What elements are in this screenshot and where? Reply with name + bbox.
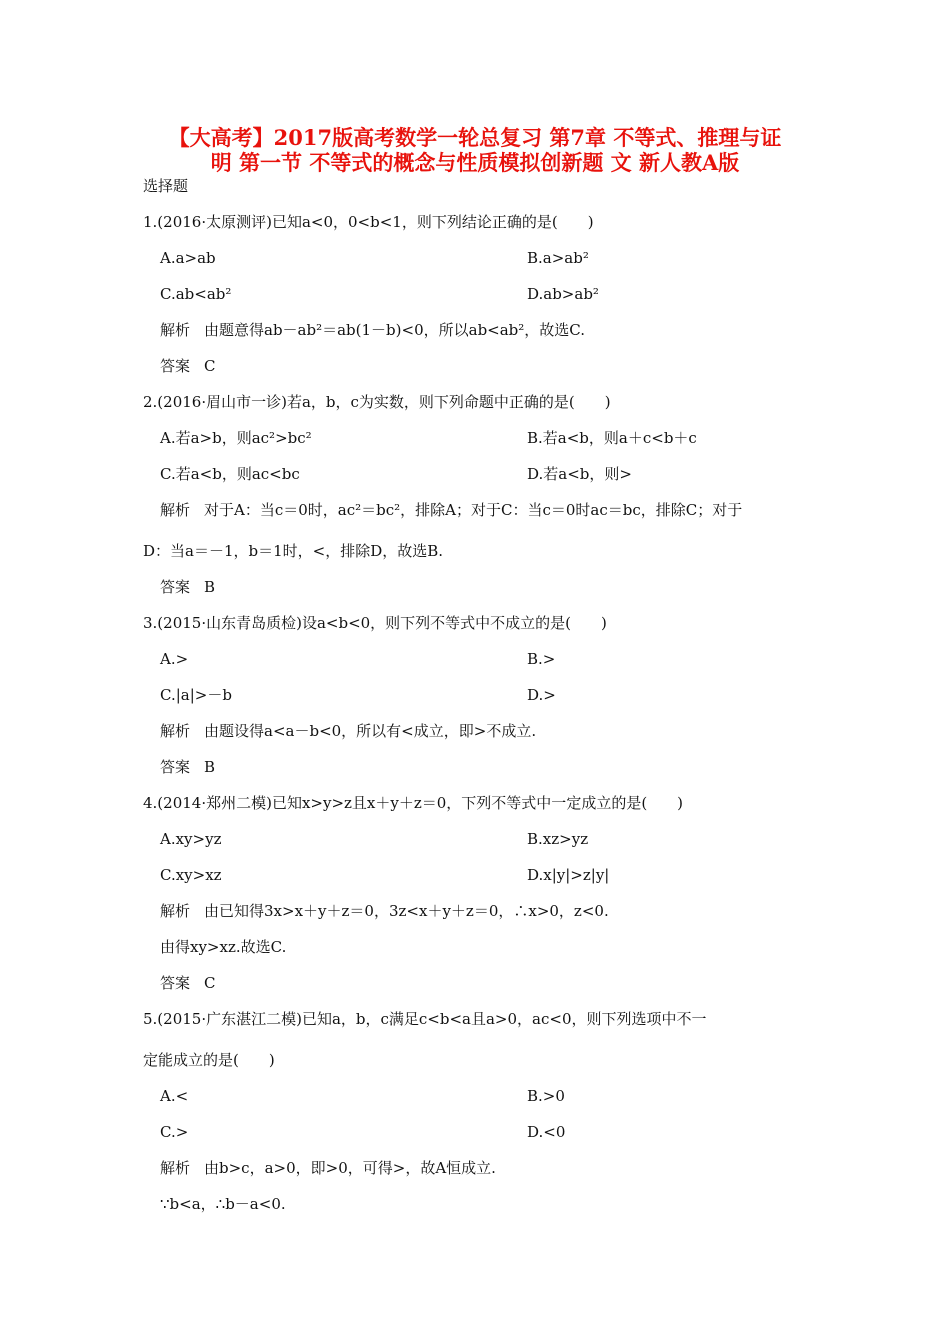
q4-option-c: C.xy>xz xyxy=(160,866,222,884)
q1-option-b: B.a>ab² xyxy=(527,249,589,267)
q4-option-a: A.xy>yz xyxy=(160,830,222,848)
q5-analysis xyxy=(160,1158,496,1178)
analysis-text: 对于A：当c＝0时，ac²＝bc²，排除A；对于C：当c＝0时ac＝bc，排除C；对于 xyxy=(204,501,743,519)
q5-option-b: B.>0 xyxy=(527,1087,565,1105)
answer-value: C xyxy=(204,974,216,992)
section-heading: 选择题 xyxy=(143,177,189,195)
analysis-label: 解析 xyxy=(160,1159,191,1177)
answer-value: B xyxy=(204,578,216,596)
q4-option-b: B.xz>yz xyxy=(527,830,589,848)
title-line-1: 【大高考】2017版高考数学一轮总复习 第7章 不等式、推理与证 xyxy=(168,125,782,150)
analysis-label: 解析 xyxy=(160,902,191,920)
q3-analysis xyxy=(160,721,536,741)
q3-option-a: A.> xyxy=(160,650,189,668)
answer-label: 答案 xyxy=(160,758,191,776)
answer-value: B xyxy=(204,758,216,776)
q4-option-d: D.x|y|>z|y| xyxy=(527,866,610,884)
analysis-label: 解析 xyxy=(160,722,191,740)
q4-analysis xyxy=(160,901,609,921)
q2-analysis xyxy=(160,500,742,520)
q1-option-d: D.ab>ab² xyxy=(527,285,599,303)
answer-value: C xyxy=(204,357,216,375)
analysis-label: 解析 xyxy=(160,501,191,519)
title-line-2: 明 第一节 不等式的概念与性质模拟创新题 文 新人教A版 xyxy=(210,150,740,175)
answer-label: 答案 xyxy=(160,357,191,375)
q5-option-a: A.< xyxy=(160,1087,189,1105)
q3-option-b: B.> xyxy=(527,650,556,668)
answer-label: 答案 xyxy=(160,578,191,596)
q3-option-c: C.|a|>－b xyxy=(160,686,232,704)
q1-analysis xyxy=(160,320,585,340)
q2-analysis-cont: D：当a＝－1，b＝1时，<，排除D，故选B. xyxy=(143,542,444,560)
q5-analysis-cont: ∵b<a，∴b－a<0. xyxy=(160,1195,286,1213)
q2-option-d: D.若a<b，则> xyxy=(527,465,632,483)
q2-option-a: A.若a>b，则ac²>bc² xyxy=(160,429,312,447)
q5-stem: 5.(2015·广东湛江二模)已知a，b，c满足c<b<a且a>0，ac<0，则下列选项中不一 xyxy=(143,1010,707,1028)
q5-stem-cont: 定能成立的是( ) xyxy=(143,1051,275,1069)
q5-option-d: D.<0 xyxy=(527,1123,566,1141)
answer-label: 答案 xyxy=(160,974,191,992)
q3-answer xyxy=(160,757,215,777)
analysis-text: 由已知得3x>x＋y＋z＝0，3z<x＋y＋z＝0，∴x>0，z<0. xyxy=(204,902,609,920)
q4-stem: 4.(2014·郑州二模)已知x>y>z且x＋y＋z＝0，下列不等式中一定成立的是( ) xyxy=(143,794,684,812)
q1-stem: 1.(2016·太原测评)已知a<0，0<b<1，则下列结论正确的是( ) xyxy=(143,213,594,231)
q4-answer xyxy=(160,973,216,993)
analysis-text: 由b>c，a>0，即>0，可得>，故A恒成立. xyxy=(204,1159,496,1177)
q1-option-a: A.a>ab xyxy=(160,249,216,267)
q2-stem: 2.(2016·眉山市一诊)若a，b，c为实数，则下列命题中正确的是( ) xyxy=(143,393,611,411)
analysis-label: 解析 xyxy=(160,321,191,339)
q2-option-c: C.若a<b，则ac<bc xyxy=(160,465,300,483)
q1-option-c: C.ab<ab² xyxy=(160,285,232,303)
analysis-text: 由题意得ab－ab²＝ab(1－b)<0，所以ab<ab²，故选C. xyxy=(204,321,586,339)
q3-option-d: D.> xyxy=(527,686,556,704)
q4-analysis-cont: 由得xy>xz.故选C. xyxy=(160,938,287,956)
q2-answer xyxy=(160,577,215,597)
analysis-text: 由题设得a<a－b<0，所以有<成立，即>不成立. xyxy=(204,722,537,740)
q1-answer xyxy=(160,356,216,376)
q5-option-c: C.> xyxy=(160,1123,189,1141)
q2-option-b: B.若a<b，则a＋c<b＋c xyxy=(527,429,697,447)
q3-stem: 3.(2015·山东青岛质检)设a<b<0，则下列不等式中不成立的是( ) xyxy=(143,614,607,632)
